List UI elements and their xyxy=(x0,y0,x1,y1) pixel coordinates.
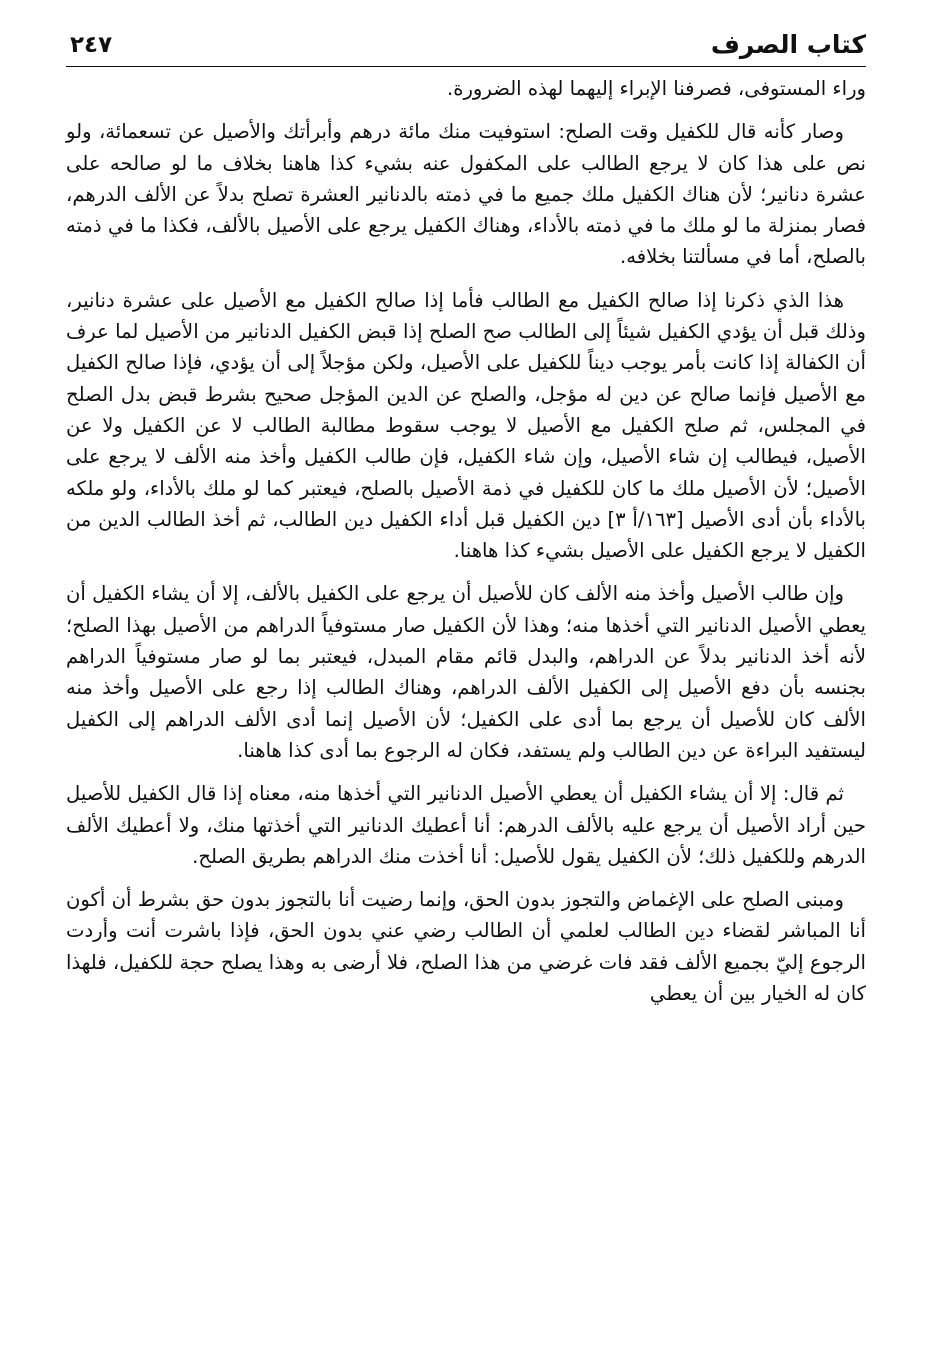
page-header xyxy=(66,26,866,67)
body-text xyxy=(66,73,866,1009)
running-title: كتاب الصرف xyxy=(710,30,866,59)
paragraph-6: ومبنى الصلح على الإغماض والتجوز بدون الحق، وإنما رضيت أنا بالتجوز بدون حق بشرط أن أكون أنا المباشر لقضاء دين الطالب لعلمي أن الطالب رضي عني بدون الحق، فإذا باشرت أنت وأردت الرجوع إليّ بجميع الألف فقد فات غرضي من هذا الصلح، فلا أرضى به وهذا يصلح حجة للكفيل، فلهذا كان له الخيار بين أن يعطي xyxy=(66,888,866,1006)
page-number: ٢٤٧ xyxy=(70,32,113,58)
paragraph-1: وراء المستوفى، فصرفنا الإبراء إليهما لهذه الضرورة. xyxy=(446,77,866,100)
paragraph-4: وإن طالب الأصيل وأخذ منه الألف كان للأصيل أن يرجع على الكفيل بالألف، إلا أن يشاء الكفيل أن يعطي الأصيل الدنانير التي أخذها منه؛ وهذا لأن الكفيل صار مستوفياً الدراهم من الأصيل بهذا الصلح؛ لأنه أخذ الدنانير بدلاً عن الدراهم، والبدل قائم مقام المبدل، فيعتبر بما لو صار مستوفياً الدراهم بجنسه بأن دفع الأصيل إلى الكفيل الألف الدراهم، وهناك الطالب إذا رجع على الأصيل وأخذ منه الألف كان للأصيل أن يرجع بما أدى على الكفيل؛ لأن الأصيل إنما أدى الألف الدراهم إلى الكفيل ليستفيد البراءة عن دين الطالب ولم يستفد، فكان له الرجوع بما أدى كذا هاهنا. xyxy=(66,582,866,762)
paragraph-5: ثم قال: إلا أن يشاء الكفيل أن يعطي الأصيل الدنانير التي أخذها منه، معناه إذا قال الكفيل للأصيل حين أراد الأصيل أن يرجع عليه بالألف الدرهم: أنا أعطيك الدنانير التي أخذتها منك، ولا أعطيك الألف الدرهم وللكفيل ذلك؛ لأن الكفيل يقول للأصيل: أنا أخذت منك الدراهم بطريق الصلح. xyxy=(66,782,866,868)
paragraph-2: وصار كأنه قال للكفيل وقت الصلح: استوفيت منك مائة درهم وأبرأتك والأصيل عن تسعمائة، ولو نص على هذا كان لا يرجع الطالب على المكفول عنه بشيء كذا هاهنا بخلاف ما لو صالحه على عشرة دنانير؛ لأن هناك الكفيل ملك جميع ما في ذمته بالدنانير العشرة تصلح بدلاً عن الألف الدرهم، فصار بمنزلة ما لو ملك ما في ذمته بالأداء، وهناك الكفيل يرجع على الأصيل بالألف، فكذا ما في ذمته بالصلح، أما في مسألتنا بخلافه. xyxy=(66,120,866,269)
paragraph-3: هذا الذي ذكرنا إذا صالح الكفيل مع الطالب فأما إذا صالح الكفيل مع الأصيل على عشرة دنانير، وذلك قبل أن يؤدي الكفيل شيئاً إلى الطالب صح الصلح إذا قبض الكفيل الدنانير من الأصيل لما عرف أن الكفالة إذا كانت بأمر يوجب ديناً للكفيل على الأصيل، ولكن مؤجلاً إلى أن يؤدي، فإذا صالح الكفيل مع الأصيل فإنما صالح عن دين له مؤجل، والصلح عن الدين المؤجل صحيح بشرط قبض بدل الصلح في المجلس، ثم صلح الكفيل مع الأصيل لا يوجب سقوط مطالبة الطالب لا عن الكفيل ولا عن الأصيل، فيطالب إن شاء الأصيل، وإن شاء الكفيل، فإن طالب الكفيل وأخذ منه الألف لا يرجع على الأصيل؛ لأن الأصيل ملك ما كان للكفيل في ذمة الأصيل بالصلح، فيعتبر كما لو ملك بالأداء، ولو ملكه بالأداء بأن أدى الأصيل [١٦٣/أ ٣] دين الكفيل قبل أداء الكفيل دين الطالب، ثم أخذ الطالب الدين من الكفيل لا يرجع الكفيل على الأصيل بشيء كذا هاهنا. xyxy=(66,288,867,563)
book-page xyxy=(66,26,866,1346)
